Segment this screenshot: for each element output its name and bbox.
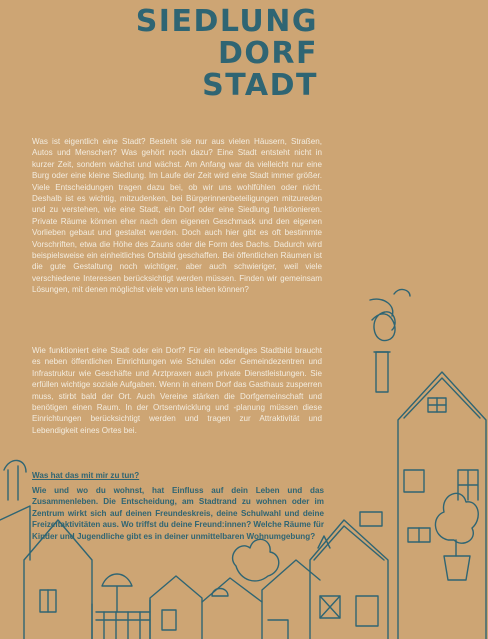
- question-heading: Was hat das mit mir zu tun?: [32, 471, 140, 480]
- title-line-stadt: STADT: [202, 68, 318, 103]
- intro-paragraph: Was ist eigentlich eine Stadt? Besteht sie nur aus vielen Häusern, Straßen, Autos und Menschen? Was gehört noch dazu? Eine Stadt entsteht nicht in kurzer Zeit, sondern wächst und wächst. Am Anfang war da vielleicht nur eine Burg oder eine kleine Siedlung. Im Laufe der Zeit wird eine Stadt immer größer. Viele Entscheidungen tragen dazu bei, ob wir uns wohlfühlen oder nicht. Deshalb ist es wichtig, mitzudenken, bei Bürgerinnenbeteiligungen mitzureden und zu verstehen, wie eine Stadt, ein Dorf oder eine Siedlung funktionieren. Private Räume können eher nach dem eigenen Geschmack und den eigenen Vorlieben gebaut und gestaltet werden. Doch auch hier gibt es oft bestimmte Vorschriften, etwa die Höhe des Zauns oder die Form des Dachs. Dadurch wird beispielsweise ein einheitliches Ortsbild geschaffen. Bei öffentlichen Räumen ist die gute Gestaltung noch wichtiger, aber auch schwieriger, weil viele verschiedene Interessen berücksichtigt werden müssen. Finden wir gemeinsam Lösungen, mit denen möglichst viele von uns leben können?: [32, 137, 322, 295]
- middle-house: [310, 520, 388, 639]
- function-paragraph: Wie funktioniert eine Stadt oder ein Dorf? Für ein lebendiges Stadtbild braucht es neben öffentlichen Einrichtungen wie Schulen oder Gemeindezentren und Infrastruktur wie Geschäfte und Arztpraxen auch private Dienstleistungen. Sie erfüllen wichtige soziale Aufgaben. Wenn in einem Dorf das Gasthaus zusperren muss, stirbt bald der Ort. Auch Vereine stärken die Dorfgemeinschaft und benötigen einen Raum. In der Ortsentwicklung und -planung müssen diese Einrichtungen berücksichtigt werden und tragen zur Attraktivität und Lebendigkeit eines Ortes bei.: [32, 346, 322, 435]
- title-line-siedlung: SIEDLUNG: [135, 4, 318, 39]
- title-line-dorf: DORF: [218, 36, 318, 71]
- tree: [435, 493, 478, 543]
- smoke-swirl: [370, 290, 410, 341]
- left-house: [0, 460, 30, 560]
- question-text: Wie und wo du wohnst, hat Einfluss auf dein Leben und das Zusammenleben. Die Entscheidung, am Stadtrand zu wohnen oder im Zentrum wirkt sich auf deinen Freundeskreis, deine Schulwahl und deine Freizeitaktivitäten aus. Wo triffst du deine Freund:innen? Welche Räume für Kinder und Jugendliche gibt es in deiner unmittelbaren Wohnumgebung?: [32, 486, 324, 541]
- bush: [233, 539, 279, 581]
- umbrella: [102, 574, 132, 612]
